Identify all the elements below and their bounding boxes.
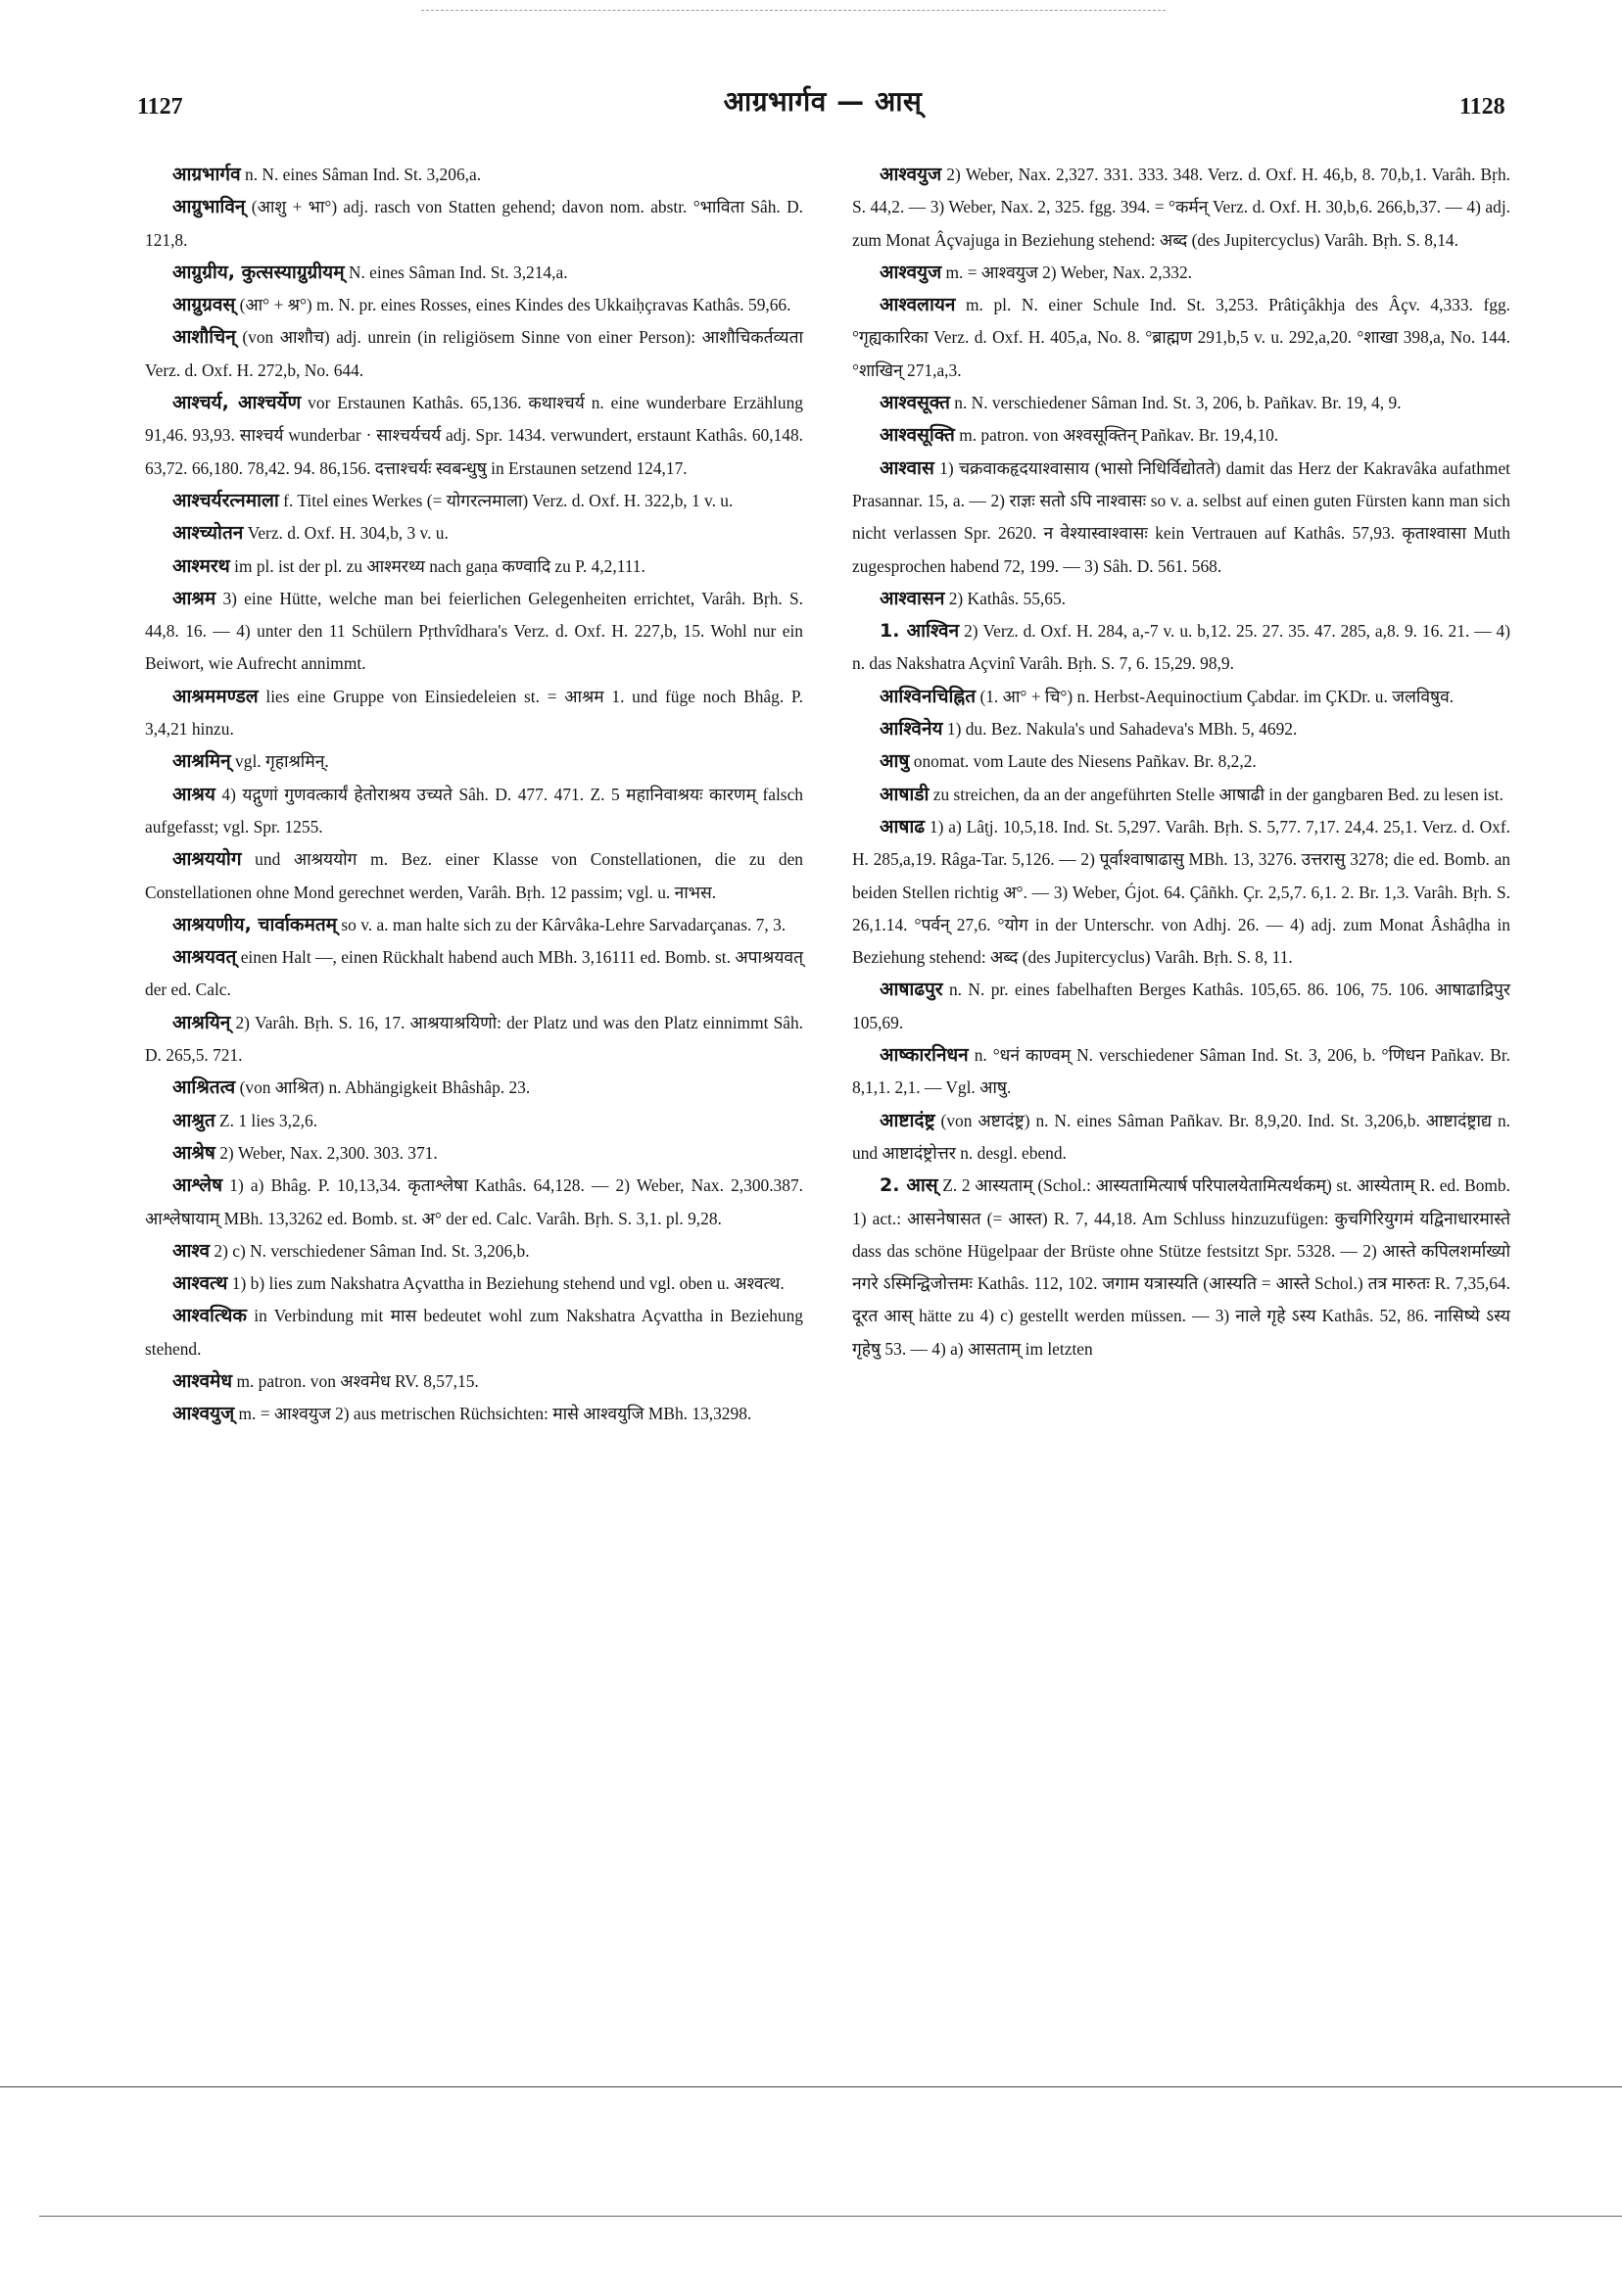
entry-headword: आग्रभार्गव [172,164,241,185]
bottom-rule [0,2086,1622,2087]
dictionary-entry [852,974,1510,1039]
entry-text: m. patron. von अश्वमेध RV. 8,57,15. [232,1370,479,1391]
page-number-left: 1127 [137,94,183,120]
entry-text: Z. 1 lies 3,2,6. [215,1110,318,1130]
running-head: आग्रभार्गव — आस् [723,85,923,118]
entry-text: Z. 2 आस्यताम् (Schol.: आस्यतामित्यार्ष परिपालयेतामित्यर्थकम्) st. आस्येताम् R. ed. Bomb. 1) act.: आसनेषासत (= आस्त) R. 7, 44,18. Am Schluss hinzuzufügen: कुचगिरियुगमं यद्विनाधारमास्ते dass das schöne Hügelpaar der Brüste ohne Stütze festsitzt Spr. 5328. — 2) आस्ते कपिलशर्माख्यो नगरे ऽस्मिन्द्विजोत्तमः Kathâs. 112, 102. जगाम यत्रास्यति (आस्यति = आस्ते Schol.) तत्र मारुतः R. 7,35,64. दूरत आस् hätte zu 4) c) gestellt werden müssen. — 3) नाले गृहे ऽस्य Kathâs. 52, 86. नासिष्ये ऽस्य गृहेषु 53. — 4) a) आसताम् im letzten [852,1175,1510,1359]
entry-headword: आश्चर्य, आश्चर्येण [172,392,302,414]
entry-headword: आश्रय [172,783,215,805]
entry-headword: आश्रयणीय, चार्वाकमतम् [172,913,338,935]
entry-headword: आश्विनचिह्नित [880,685,977,707]
entry-headword: आश्वयुज [880,164,942,185]
entry-text: im pl. ist der pl. zu आश्मरथ्य nach gaṇa कण्वादि zu P. 4,2,111. [229,555,645,576]
dictionary-entry [145,1365,803,1398]
entry-text: f. Titel eines Werkes (= योगरत्नमाला) Verz. d. Oxf. H. 322,b, 1 v. u. [278,490,734,510]
entry-headword: आश्रयवत् [172,946,237,969]
entry-text: vor Erstaunen Kathâs. 65,136. कथाश्चर्य n. eine wunderbare Erzählung 91,46. 93,93. साश्चर्य wunderbar · साश्चर्यचर्य adj. Spr. 1434. verwundert, erstaunt Kathâs. 60,148. 63,72. 66,180. 78,42. 94. 86,156. दत्ताश्चर्यः स्वबन्धुषु in Erstaunen setzend 124,17. [145,393,803,478]
dictionary-entry [852,745,1510,778]
dictionary-entry [145,1105,803,1137]
entry-headword: आश्वयुज् [172,1403,235,1425]
entry-text: n. °धनं काण्वम् N. verschiedener Sâman Ind. St. 3, 206, b. °णिधन Pañkav. Br. 8,1,1. 2,1. — Vgl. आषु. [852,1045,1510,1098]
entry-headword: आश्मरथ [172,554,230,577]
dictionary-entry [145,583,803,681]
entry-headword: आश्रयिन् [172,1011,231,1033]
entry-text: n. N. pr. eines fabelhaften Berges Kathâs. 105,65. 86. 106, 75. 106. आषाढाद्रिपुर 105,69. [852,980,1510,1032]
entry-text: 3) eine Hütte, welche man bei feierlichen Gelegenheiten errichtet, Varâh. Bṛh. S. 44,8. 16. — 4) unter den 11 Schülern Pṛthvîdhara's Verz. d. Oxf. H. 227,b, 15. Wohl nur ein Beiwort, wie Aufrecht annimmt. [145,588,803,674]
entry-headword: आषाढपुर [880,979,943,1001]
entry-headword: आष्कारनिधन [880,1044,969,1067]
entry-headword: आग्रुग्रवस् [172,294,236,316]
entry-headword: आश्चर्यरत्नमाला [172,489,279,511]
entry-headword: आश्रम [172,587,216,609]
entry-headword: आश्वलायन [880,294,956,316]
dictionary-entry [852,1105,1510,1171]
dictionary-entry [852,583,1510,615]
dictionary-entry [145,1170,803,1235]
entry-headword: आश्वसूक्त [880,392,950,414]
dictionary-entry [145,909,803,941]
entry-headword: आश्रितत्व [172,1076,236,1099]
entry-text: so v. a. man halte sich zu der Kârvâka-Lehre Sarvadarçanas. 7, 3. [337,914,787,934]
dictionary-entry [852,453,1510,583]
dictionary-entry [852,257,1510,289]
dictionary-entry [852,1039,1510,1105]
entry-text: m. = आश्वयुज 2) aus metrischen Rüchsichten: मासे आश्वयुजि MBh. 13,3298. [234,1404,752,1424]
entry-headword: आषाडी [880,783,930,805]
entry-headword: 2. आस् [880,1174,938,1197]
entry-text: m. pl. N. einer Schule Ind. St. 3,253. Prâtiçâkhja des Âçv. 4,333. fgg. °गृह्यकारिका Verz. d. Oxf. H. 405,a, No. 8. °ब्राह्मण 291,b,5 v. u. 292,a,20. °शाखा 398,a, No. 144. °शाखिन् 271,a,3. [852,295,1510,380]
entry-headword: आश्लेष [172,1174,223,1197]
dictionary-entry [145,191,803,257]
dictionary-entry [852,615,1510,681]
entry-text: N. eines Sâman Ind. St. 3,214,a. [344,262,568,282]
dictionary-entry [145,745,803,778]
entry-text: m. patron. von अश्वसूक्तिन् Pañkav. Br. 19,4,10. [954,425,1279,446]
entry-headword: आश्वास [880,456,934,479]
entry-text: 1) a) Lâṭj. 10,5,18. Ind. St. 5,297. Varâh. Bṛh. S. 5,77. 7,17. 24,4. 25,1. Verz. d. Oxf. H. 285,a,19. Râga-Tar. 5,126. — 2) पूर्वाश्वाषाढासु MBh. 13, 3276. उत्तरासु 3278; die ed. Bomb. an beiden Stellen richtig अ°. — 3) Weber, Ǵjot. 64. Çâñkh. Çr. 2,5,7. 6,1. 2. Br. 1,3. Varâh. Bṛh. S. 26,1.14. °पर्वन् 27,6. °योग in der Unterschr. von Adhj. 26. — 4) adj. zum Monat Âshâḍha in Beziehung stehend: अब्द (des Jupitercyclus) Varâh. Bṛh. S. 8, 11. [852,816,1510,968]
entry-text: 1) b) lies zum Nakshatra Açvattha in Beziehung stehend und vgl. oben u. अश्वत्थ. [227,1273,785,1294]
dictionary-entry [852,289,1510,387]
entry-text: (1. आ° + चि°) n. Herbst-Aequinoctium Çabdar. im ÇKDr. u. जलविषुव. [976,686,1455,706]
dictionary-entry [852,779,1510,811]
entry-headword: आशौचिन् [172,326,236,349]
page-header [0,82,1622,141]
entry-headword: आश्रुत [172,1109,215,1131]
entry-headword: आषु [880,750,910,773]
entry-text: onomat. vom Laute des Niesens Pañkav. Br. 8,2,2. [909,751,1257,772]
entry-text: (von अष्टादंष्ट्र) n. N. eines Sâman Pañkav. Br. 8,9,20. Ind. St. 3,206,b. आष्टादंष्ट्राद्य n. und आष्टादंष्ट्रोत्तर n. desgl. ebend. [852,1110,1510,1163]
entry-text: (von आश्रित) n. Abhängigkeit Bhâshâp. 23. [235,1077,531,1098]
dictionary-entry [145,289,803,321]
dictionary-entry [852,811,1510,974]
entry-headword: आश्वमेध [172,1369,233,1392]
dictionary-entry [145,779,803,844]
entry-text: m. = आश्वयुज 2) Weber, Nax. 2,332. [941,262,1193,282]
entry-headword: आश्रययोग [172,848,242,871]
page-number-right: 1128 [1459,94,1505,120]
entry-text: 1) चक्रवाकहृदयाश्वासाय (भासो निधिर्विद्योतते) damit das Herz der Kakravâka aufathmet Prasannar. 15, a. — 2) राज्ञः सतो ऽपि नाश्वासः so v. a. selbst auf einen guten Fürsten kann man sich nicht verlassen Spr. 2620. न वेश्यास्वाश्वासः kein Vertrauen auf Kathâs. 57,93. कृताश्वासा Muth zugesprochen habend 72, 199. — 3) Sâh. D. 561. 568. [852,457,1510,576]
entry-headword: आश्वासन [880,587,945,609]
entry-headword: आश्च्योतन [172,522,244,545]
dictionary-entry [145,1235,803,1268]
entry-text: 2) Weber, Nax. 2,327. 331. 333. 348. Verz. d. Oxf. H. 46,b, 8. 70,b,1. Varâh. Bṛh. S. 44,2. — 3) Weber, Nax. 2, 325. fgg. 394. = °कर्मन् Verz. d. Oxf. H. 30,b,6. 266,b,37. — 4) adj. zum Monat Âçvajuga in Beziehung stehend: अब्द (des Jupitercyclus) Varâh. Bṛh. S. 8,14. [852,165,1510,250]
left-column [145,159,803,1431]
entry-text: 1) du. Bez. Nakula's und Sahadeva's MBh. 5, 4692. [942,719,1298,740]
dictionary-entry [145,550,803,583]
entry-headword: आषाढ [880,815,926,837]
dictionary-entry [852,1170,1510,1365]
entry-text: (von आशौच) adj. unrein (in religiösem Sinne von einer Person): आशौचिकर्तव्यता Verz. d. Oxf. H. 272,b, No. 644. [145,327,803,380]
dictionary-entry [145,517,803,550]
top-scan-rule [421,10,1166,11]
dictionary-entry [145,1398,803,1430]
entry-headword: आग्रुग्रीय, कुत्सस्याग्रुग्रीयम् [172,261,345,283]
dictionary-entry [852,387,1510,419]
entry-text: 2) Weber, Nax. 2,300. 303. 371. [215,1142,438,1163]
entry-text: in Verbindung mit मास bedeutet wohl zum Nakshatra Açvattha in Beziehung stehend. [145,1306,803,1359]
dictionary-entry [145,1137,803,1170]
entry-text: Verz. d. Oxf. H. 304,b, 3 v. u. [243,523,449,544]
dictionary-entry [852,681,1510,713]
dictionary-entry [145,1268,803,1300]
entry-text: n. N. verschiedener Sâman Ind. St. 3, 206, b. Pañkav. Br. 19, 4, 9. [949,393,1402,413]
dictionary-entry [145,387,803,485]
entry-headword: आश्वत्थ [172,1272,228,1295]
entry-headword: 1. आश्विन [880,620,960,643]
entry-headword: आश्वत्थिक [172,1305,247,1327]
entry-headword: आश्रेष [172,1141,215,1164]
entry-text: 2) Verz. d. Oxf. H. 284, a,-7 v. u. b,12. 25. 27. 35. 47. 285, a,8. 9. 16. 21. — 4) n. das Nakshatra Açvinî Varâh. Bṛh. S. 7, 6. 15,29. 98,9. [852,621,1510,674]
dictionary-entry [145,257,803,289]
dictionary-entry [852,419,1510,452]
entry-text: (आ° + श्र°) m. N. pr. eines Rosses, eines Kindes des Ukkaiḥçravas Kathâs. 59,66. [235,295,791,315]
entry-text: (आशु + भा°) adj. rasch von Statten gehend; davon nom. abstr. °भाविता Sâh. D. 121,8. [145,197,803,250]
entry-headword: आश्विनेय [880,718,943,741]
entry-headword: आश्रमिन् [172,750,231,773]
dictionary-entry [145,159,803,191]
entry-text: 4) यद्गुणां गुणवत्कार्यं हेतोराश्रय उच्यते Sâh. D. 477. 471. Z. 5 महानिवाश्रयः कारणम् falsch aufgefasst; vgl. Spr. 1255. [145,784,803,837]
right-column [852,159,1510,1365]
entry-headword: आग्रुभाविन् [172,196,246,218]
entry-text: zu streichen, da an der angeführten Stelle आषाढी in der gangbaren Bed. zu lesen ist. [929,784,1503,804]
dictionary-entry [145,843,803,909]
entry-text: 2) Kathâs. 55,65. [944,588,1067,608]
entry-headword: आश्व [172,1239,211,1262]
entry-text: 2) Varâh. Bṛh. S. 16, 17. आश्रयाश्रयिणो: der Platz und was den Platz einnimmt Sâh. D. 265,5. 721. [145,1012,803,1066]
entry-text: lies eine Gruppe von Einsiedeleien st. = आश्रम 1. und füge noch Bhâg. P. 3,4,21 hinzu. [145,686,803,740]
entry-text: n. N. eines Sâman Ind. St. 3,206,a. [240,165,482,184]
entry-text: 1) a) Bhâg. P. 10,13,34. कृताश्लेषा Kathâs. 64,128. — 2) Weber, Nax. 2,300.387. आश्लेषायाम् MBh. 13,3262 ed. Bomb. st. अ° der ed. Calc. Varâh. Bṛh. S. 3,1. pl. 9,28. [145,1175,803,1228]
entry-headword: आश्वसूक्ति [880,424,955,447]
entry-headword: आष्टादंष्ट्र [880,1109,935,1131]
dictionary-entry [145,941,803,1007]
bottom-rule-lower [39,2216,1622,2217]
dictionary-entry [852,713,1510,745]
dictionary-entry [145,1300,803,1365]
entry-text: und आश्रययोग m. Bez. einer Klasse von Constellationen, die zu den Constellationen ohne Mond gerechnet werden, Varâh. Bṛh. 12 passim; vgl. u. नाभस. [145,849,803,902]
dictionary-entry [852,159,1510,257]
entry-text: einen Halt —, einen Rückhalt habend auch MBh. 3,16111 ed. Bomb. st. अपाश्रयवत् der ed. Calc. [145,947,803,1000]
entry-headword: आश्वयुज [880,261,942,283]
entry-text: 2) c) N. verschiedener Sâman Ind. St. 3,206,b. [210,1240,530,1261]
dictionary-entry [145,485,803,517]
dictionary-entry [145,681,803,746]
dictionary-entry [145,321,803,387]
entry-text: vgl. गृहाश्रमिन्. [230,751,329,772]
dictionary-entry [145,1007,803,1073]
dictionary-entry [145,1072,803,1104]
entry-headword: आश्रममण्डल [172,685,259,707]
